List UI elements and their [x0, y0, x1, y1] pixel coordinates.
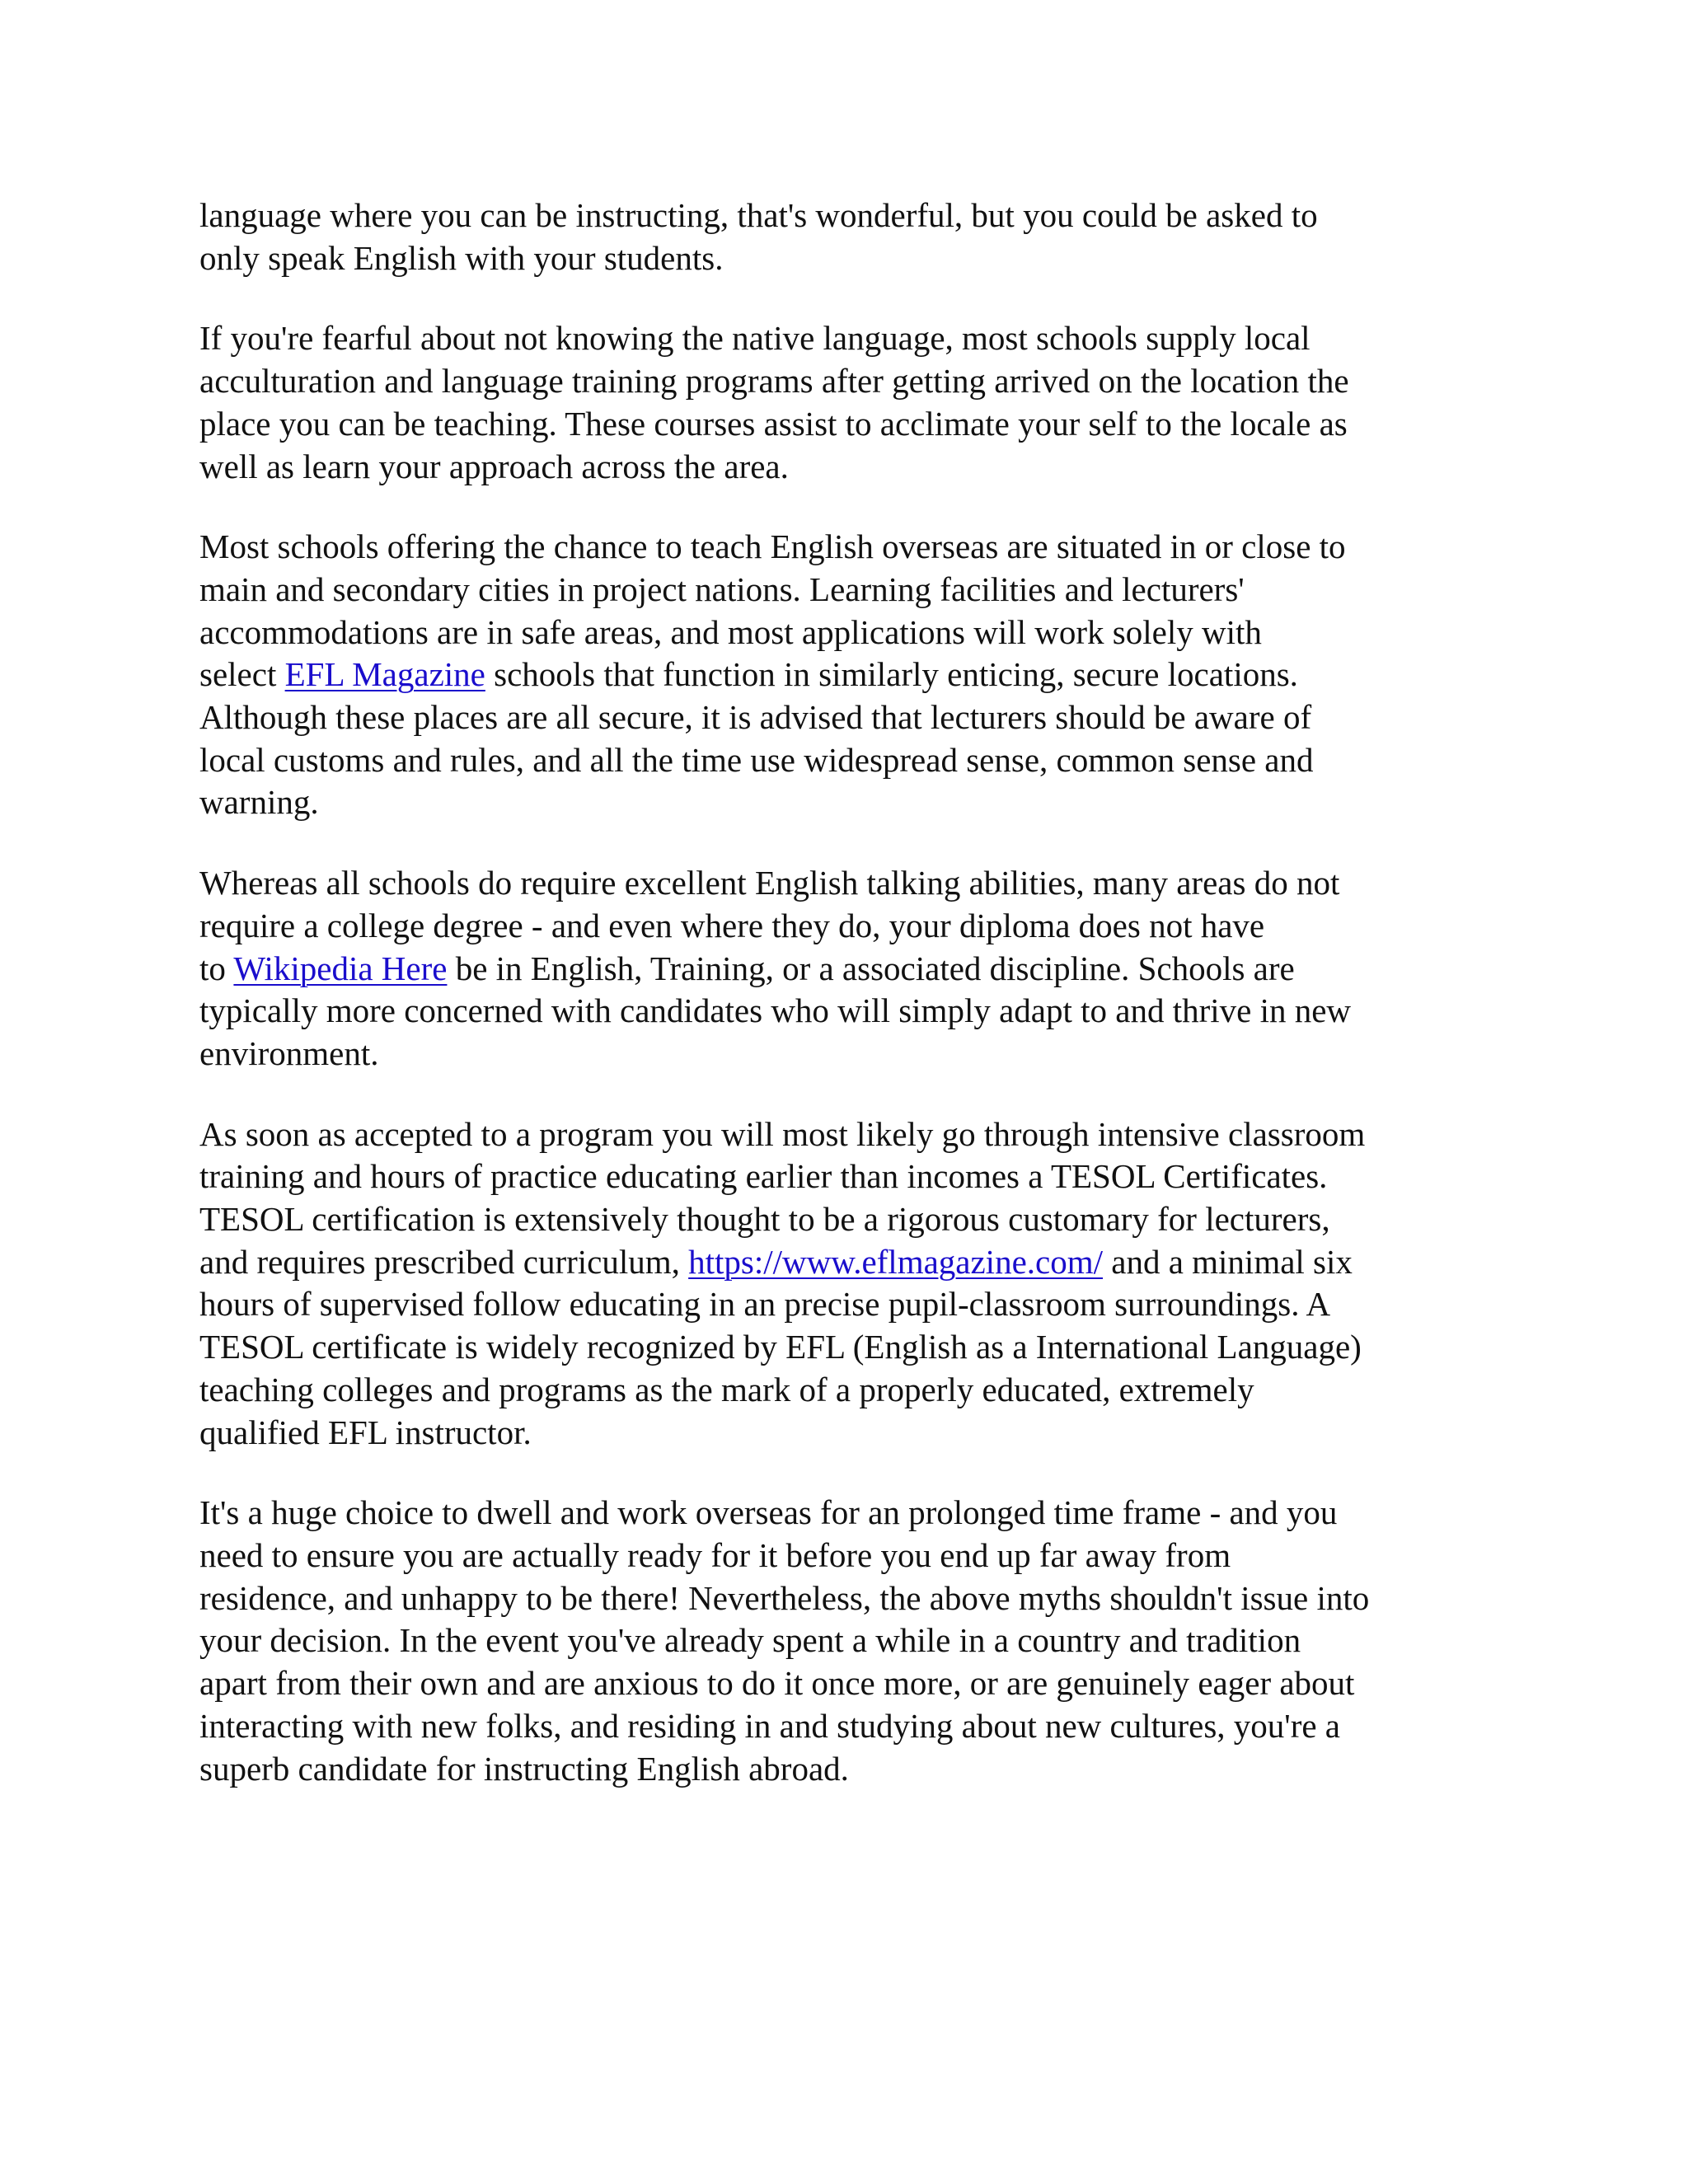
- text-run: warning.: [199, 783, 319, 822]
- hyperlink[interactable]: https://www.eflmagazine.com/: [688, 1242, 1103, 1281]
- text-run: TESOL certificate is widely recognized by EFL (English as a International Language): [199, 1328, 1362, 1366]
- text-run: qualified EFL instructor.: [199, 1413, 532, 1451]
- text-run: superb candidate for instructing English abroad.: [199, 1749, 849, 1788]
- text-run: and requires prescribed curriculum,: [199, 1242, 689, 1281]
- text-line: [199, 1412, 1502, 1455]
- text-line: [199, 990, 1502, 1033]
- text-run: TESOL certification is extensively thought to be a rigorous customary for lecturers,: [199, 1200, 1330, 1239]
- text-run: and a minimal six: [1103, 1242, 1353, 1281]
- text-line: [199, 526, 1502, 569]
- text-run: apart from their own and are anxious to do it once more, or are genuinely eager about: [199, 1664, 1355, 1703]
- text-run: training and hours of practice educating earlier than incomes a TESOL Certificates.: [199, 1157, 1328, 1196]
- text-run: require a college degree - and even where they do, your diploma does not have: [199, 906, 1265, 944]
- text-line: [199, 1113, 1502, 1156]
- text-run: residence, and unhappy to be there! Nevertheless, the above myths shouldn't issue into: [199, 1578, 1370, 1617]
- document-body: [199, 194, 1502, 1828]
- text-line: [199, 862, 1502, 905]
- text-run: typically more concerned with candidates who will simply adapt to and thrive in new: [199, 991, 1352, 1030]
- text-line: [199, 237, 1502, 280]
- text-line: [199, 446, 1502, 489]
- paragraph: [199, 1113, 1502, 1455]
- text-line: [199, 948, 1502, 991]
- text-line: [199, 1748, 1502, 1791]
- text-run: your decision. In the event you've already spent a while in a country and tradition: [199, 1621, 1301, 1660]
- paragraph: [199, 526, 1502, 824]
- text-run: to: [199, 949, 234, 987]
- text-line: [199, 360, 1502, 403]
- text-line: [199, 739, 1502, 782]
- text-line: [199, 612, 1502, 654]
- text-run: language where you can be instructing, that's wonderful, but you could be asked to: [199, 196, 1318, 234]
- text-run: local customs and rules, and all the time use widespread sense, common sense and: [199, 740, 1314, 779]
- text-line: [199, 654, 1502, 696]
- text-run: main and secondary cities in project nations. Learning facilities and lecturers': [199, 569, 1245, 608]
- hyperlink[interactable]: EFL Magazine: [284, 655, 485, 694]
- text-line: [199, 1577, 1502, 1620]
- text-line: [199, 403, 1502, 446]
- text-run: well as learn your approach across the area.: [199, 447, 789, 485]
- hyperlink[interactable]: Wikipedia Here: [233, 949, 448, 987]
- text-line: [199, 1535, 1502, 1577]
- paragraph: [199, 194, 1502, 279]
- text-run: environment.: [199, 1033, 379, 1072]
- paragraph: [199, 862, 1502, 1076]
- text-line: [199, 1155, 1502, 1198]
- text-run: accommodations are in safe areas, and most applications will work solely with: [199, 612, 1262, 651]
- text-run: As soon as accepted to a program you will most likely go through intensive classroom: [199, 1114, 1366, 1153]
- text-line: [199, 1492, 1502, 1535]
- text-line: [199, 696, 1502, 739]
- text-run: Whereas all schools do require excellent English talking abilities, many areas do not: [199, 864, 1340, 902]
- text-run: schools that function in similarly enticing, secure locations.: [485, 655, 1298, 694]
- text-line: [199, 1369, 1502, 1412]
- text-line: [199, 781, 1502, 824]
- text-line: [199, 1619, 1502, 1662]
- text-run: teaching colleges and programs as the mark of a properly educated, extremely: [199, 1370, 1254, 1408]
- text-run: acculturation and language training programs after getting arrived on the location the: [199, 362, 1349, 401]
- text-line: [199, 1283, 1502, 1326]
- text-run: Most schools offering the chance to teach English overseas are situated in or close to: [199, 527, 1346, 566]
- text-run: interacting with new folks, and residing in and studying about new cultures, you're a: [199, 1706, 1340, 1745]
- text-line: [199, 1033, 1502, 1076]
- text-run: need to ensure you are actually ready for it before you end up far away from: [199, 1535, 1231, 1574]
- text-run: It's a huge choice to dwell and work overseas for an prolonged time frame - and you: [199, 1493, 1338, 1532]
- text-run: Although these places are all secure, it is advised that lecturers should be aware of: [199, 698, 1312, 737]
- text-line: [199, 1241, 1502, 1284]
- paragraph: [199, 1492, 1502, 1790]
- text-run: only speak English with your students.: [199, 238, 724, 277]
- text-line: [199, 905, 1502, 948]
- text-line: [199, 1198, 1502, 1241]
- text-run: select: [199, 655, 285, 694]
- text-run: hours of supervised follow educating in an precise pupil-classroom surroundings. A: [199, 1285, 1331, 1324]
- text-run: If you're fearful about not knowing the native language, most schools supply local: [199, 319, 1311, 358]
- text-line: [199, 194, 1502, 237]
- paragraph: [199, 317, 1502, 488]
- text-line: [199, 1326, 1502, 1369]
- text-line: [199, 1705, 1502, 1748]
- text-line: [199, 317, 1502, 360]
- text-line: [199, 569, 1502, 612]
- text-run: be in English, Training, or a associated discipline. Schools are: [447, 949, 1295, 987]
- text-run: place you can be teaching. These courses assist to acclimate your self to the locale as: [199, 404, 1348, 443]
- text-line: [199, 1662, 1502, 1705]
